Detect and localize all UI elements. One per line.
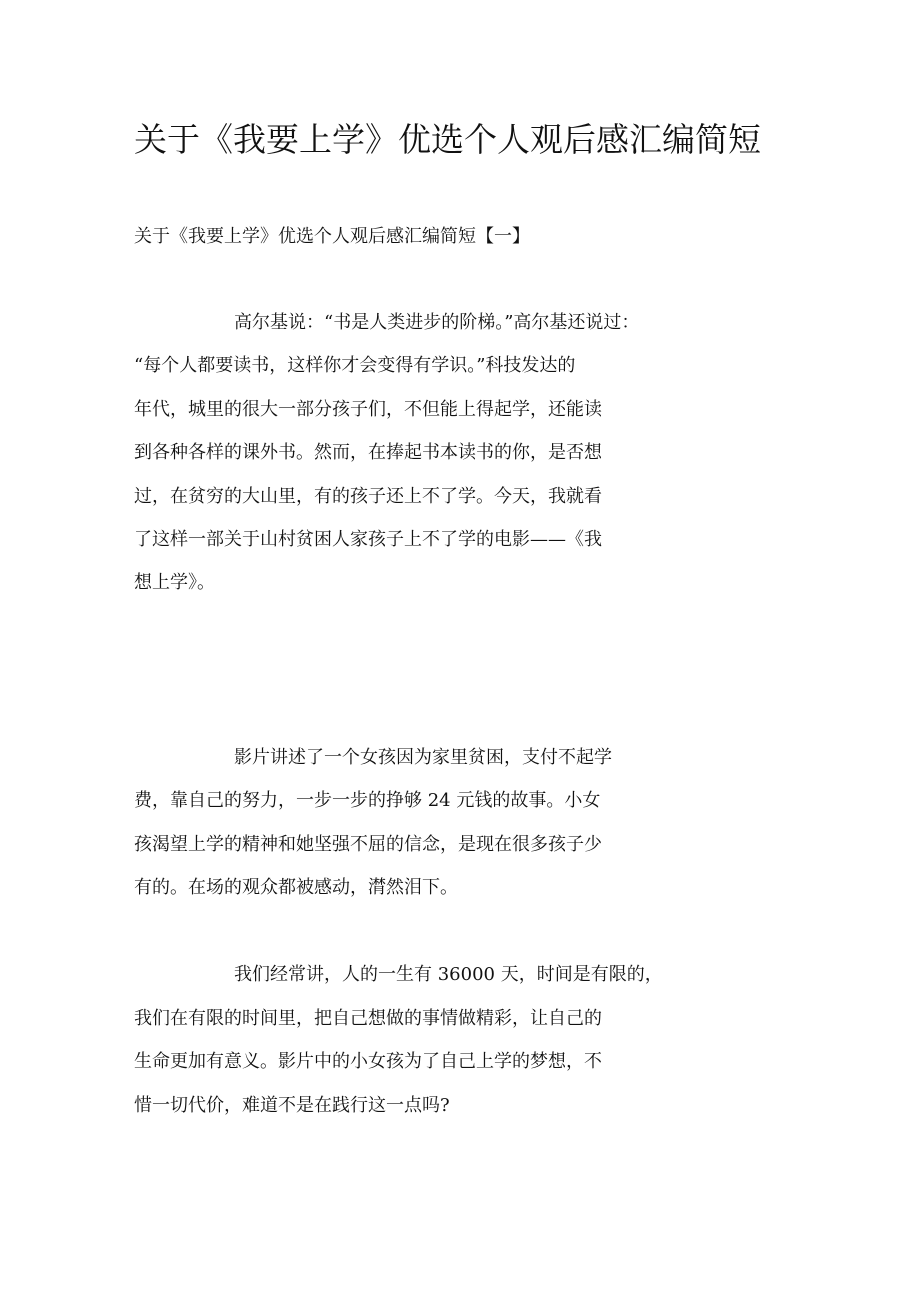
paragraph-line: 生命更加有意义。影片中的小女孩为了自己上学的梦想，不 [134,1051,602,1072]
paragraph-line: 过，在贫穷的大山里，有的孩子还上不了学。今天，我就看 [134,486,602,507]
paragraph-line: 我们经常讲，人的一生有 36000 天，时间是有限的， [234,964,663,985]
document-title: 关于《我要上学》优选个人观后感汇编简短 [134,120,761,159]
paragraph-line: 孩渴望上学的精神和她坚强不屈的信念，是现在很多孩子少 [134,834,602,855]
paragraph-line: “每个人都要读书，这样你才会变得有学识。”科技发达的 [134,355,576,376]
paragraph-line: 有的。在场的观众都被感动，潸然泪下。 [134,877,458,898]
section-heading: 关于《我要上学》优选个人观后感汇编简短【一】 [134,226,530,247]
paragraph-line: 了这样一部关于山村贫困人家孩子上不了学的电影——《我 [134,529,602,550]
paragraph-line: 我们在有限的时间里，把自己想做的事情做精彩，让自己的 [134,1008,602,1029]
paragraph-line: 费，靠自己的努力，一步一步的挣够 24 元钱的故事。小女 [134,790,601,811]
paragraph-line: 到各种各样的课外书。然而，在捧起书本读书的你，是否想 [134,442,602,463]
paragraph-line: 惜一切代价，难道不是在践行这一点吗? [134,1095,450,1116]
paragraph-line: 想上学》。 [134,572,215,593]
paragraph-line: 影片讲述了一个女孩因为家里贫困，支付不起学 [234,747,612,768]
paragraph-line: 年代，城里的很大一部分孩子们，不但能上得起学，还能读 [134,399,602,420]
paragraph-line: 高尔基说：“书是人类进步的阶梯。”高尔基还说过： [234,312,640,333]
